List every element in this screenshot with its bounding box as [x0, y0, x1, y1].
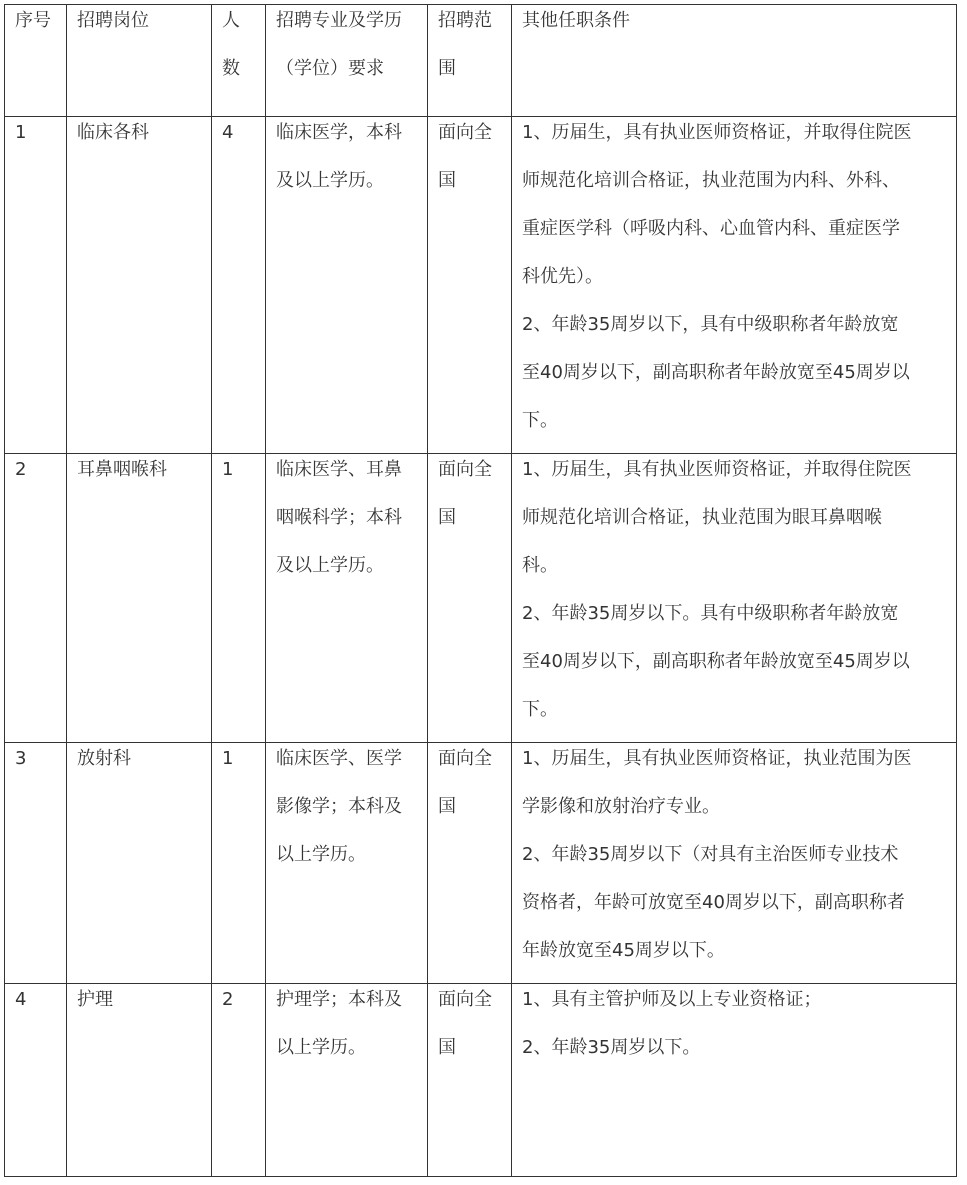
- cell-count: 4: [212, 117, 266, 454]
- cell-other: 1、具有主管护师及以上专业资格证； 2、年龄35周岁以下。: [512, 984, 957, 1177]
- cell-other: 1、历届生，具有执业医师资格证，并取得住院医 师规范化培训合格证，执业范围为内科、外科、 重症医学科（呼吸内科、心血管内科、重症医学 科优先）。 2、年龄35周岁以下，具有中级职称者年龄放宽 至40周岁以下，副高职称者年龄放宽至45周岁以 下。: [512, 117, 957, 454]
- cell-major: 临床医学，本科 及以上学历。: [266, 117, 428, 454]
- table-row: [5, 984, 957, 1177]
- cell-other: 1、历届生，具有执业医师资格证，执业范围为医 学影像和放射治疗专业。 2、年龄35周岁以下（对具有主治医师专业技术 资格者，年龄可放宽至40周岁以下，副高职称者 年龄放宽至45周岁以下。: [512, 743, 957, 984]
- cell-position: 临床各科: [67, 117, 212, 454]
- cell-scope: 面向全 国: [428, 984, 512, 1177]
- cell-seq: 1: [5, 117, 67, 454]
- cell-count: 1: [212, 743, 266, 984]
- cell-count: 2: [212, 984, 266, 1177]
- table-row: [5, 743, 957, 984]
- table-header-row: [5, 5, 957, 117]
- cell-scope: 面向全 国: [428, 117, 512, 454]
- header-scope: 招聘范 围: [428, 5, 512, 117]
- cell-other: 1、历届生，具有执业医师资格证，并取得住院医 师规范化培训合格证，执业范围为眼耳鼻咽喉 科。 2、年龄35周岁以下。具有中级职称者年龄放宽 至40周岁以下，副高职称者年龄放宽至45周岁以 下。: [512, 454, 957, 743]
- cell-position: 放射科: [67, 743, 212, 984]
- header-other: 其他任职条件: [512, 5, 957, 117]
- header-major: 招聘专业及学历 （学位）要求: [266, 5, 428, 117]
- cell-count: 1: [212, 454, 266, 743]
- cell-position: 耳鼻咽喉科: [67, 454, 212, 743]
- cell-seq: 2: [5, 454, 67, 743]
- table-row: [5, 117, 957, 454]
- cell-scope: 面向全 国: [428, 743, 512, 984]
- header-position: 招聘岗位: [67, 5, 212, 117]
- cell-seq: 3: [5, 743, 67, 984]
- cell-scope: 面向全 国: [428, 454, 512, 743]
- cell-major: 临床医学、耳鼻 咽喉科学；本科 及以上学历。: [266, 454, 428, 743]
- table-row: [5, 454, 957, 743]
- recruitment-table: [4, 4, 957, 1177]
- header-count: 人 数: [212, 5, 266, 117]
- header-seq: 序号: [5, 5, 67, 117]
- cell-seq: 4: [5, 984, 67, 1177]
- cell-position: 护理: [67, 984, 212, 1177]
- cell-major: 护理学；本科及 以上学历。: [266, 984, 428, 1177]
- cell-major: 临床医学、医学 影像学；本科及 以上学历。: [266, 743, 428, 984]
